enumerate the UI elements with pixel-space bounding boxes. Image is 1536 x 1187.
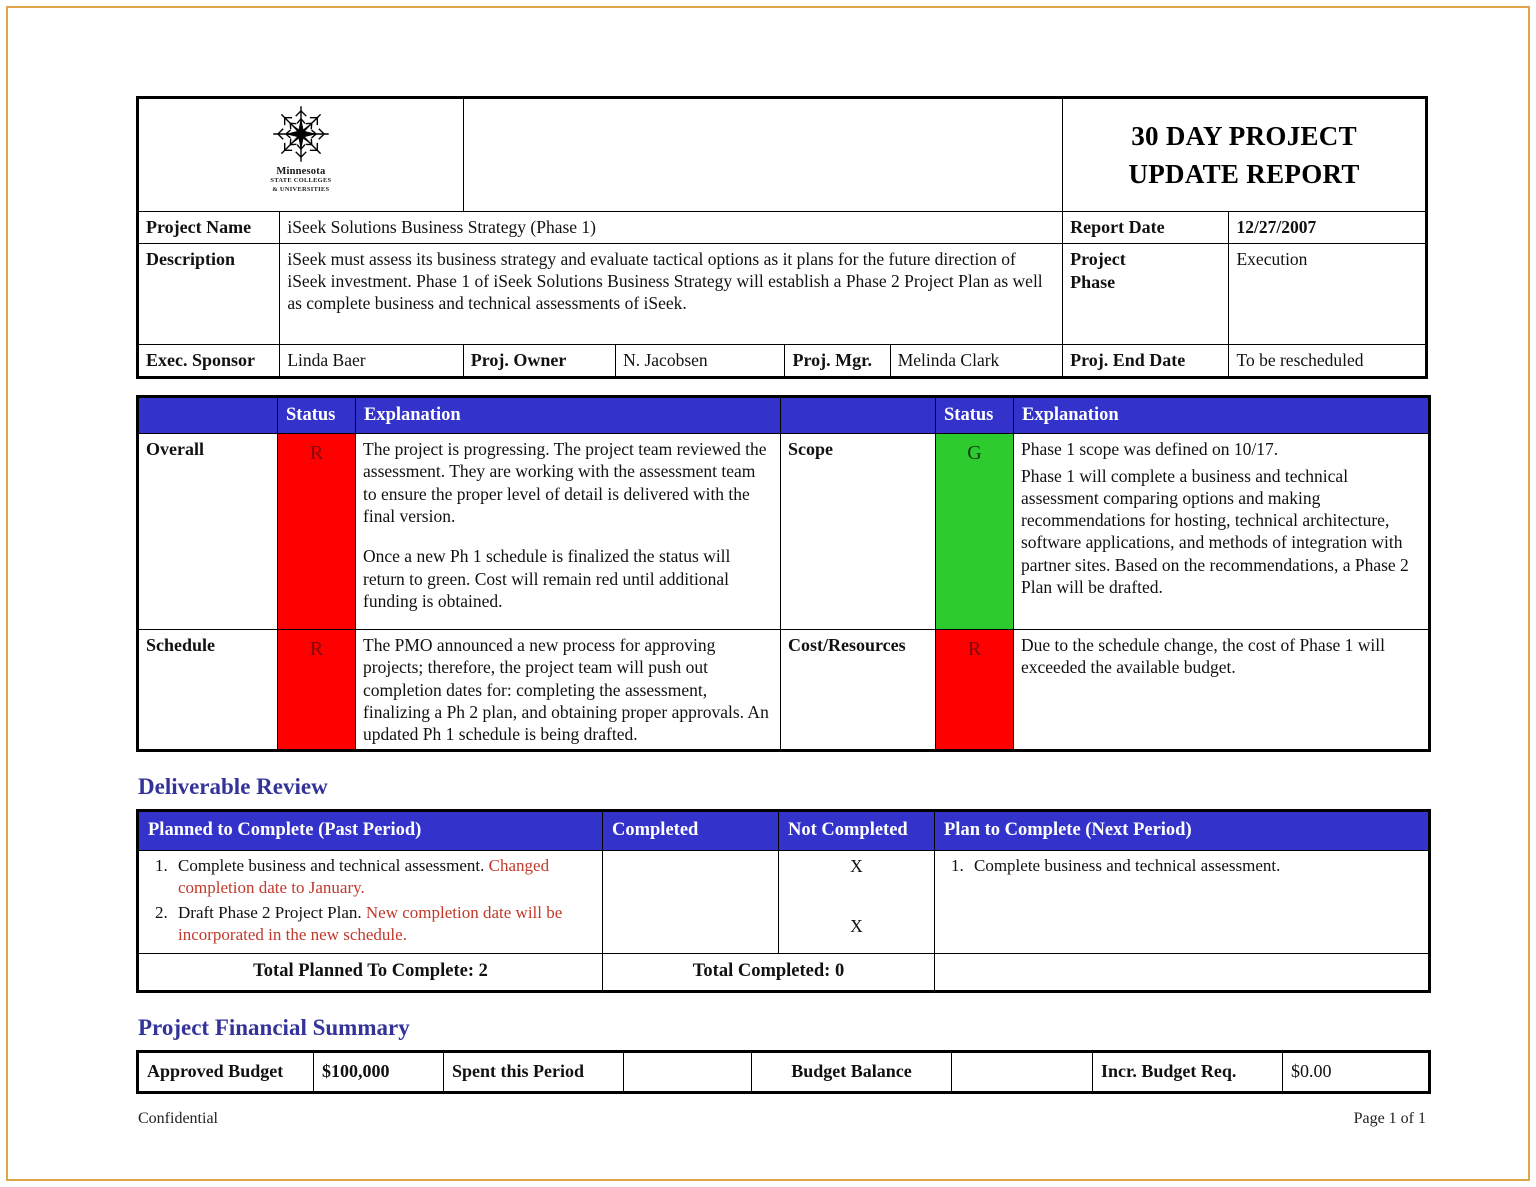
approved-budget-label: Approved Budget bbox=[138, 1051, 314, 1092]
planned-item-2-text: Draft Phase 2 Project Plan. bbox=[178, 902, 366, 922]
report-sheet bbox=[136, 96, 1428, 1128]
footer-page-number: Page 1 of 1 bbox=[1353, 1109, 1426, 1127]
list-item bbox=[968, 855, 1421, 877]
page-frame bbox=[6, 6, 1530, 1181]
next-item-1: Complete business and technical assessment. bbox=[974, 855, 1281, 875]
proj-mgr-label: Proj. Mgr. bbox=[785, 344, 890, 377]
status-badge-scope: G bbox=[936, 434, 1014, 630]
status-explanation-scope bbox=[1014, 434, 1430, 630]
logo bbox=[258, 103, 344, 194]
completed-mark-2 bbox=[610, 915, 771, 937]
report-date-value: 12/27/2007 bbox=[1229, 212, 1427, 244]
deliverable-planned-cell bbox=[138, 850, 603, 953]
total-planned-to-complete: Total Planned To Complete: 2 bbox=[138, 954, 603, 991]
status-category-schedule: Schedule bbox=[138, 630, 278, 751]
status-col-blank-left bbox=[138, 396, 278, 433]
deliverable-review-heading: Deliverable Review bbox=[138, 774, 328, 800]
proj-mgr-value: Melinda Clark bbox=[890, 344, 1062, 377]
status-badge-cost-resources: R bbox=[936, 630, 1014, 751]
planned-item-2-note: New completion date will be incorporated in the new schedule. bbox=[178, 902, 563, 945]
approved-budget-value: $100,000 bbox=[314, 1051, 444, 1092]
not-completed-mark-2: X bbox=[850, 915, 863, 936]
deliverable-col-completed: Completed bbox=[603, 811, 779, 850]
status-explanation-cost-resources bbox=[1014, 630, 1430, 751]
planned-item-1-note: Changed completion date to January. bbox=[178, 855, 550, 897]
deliverable-header-row bbox=[138, 811, 1430, 850]
proj-owner-label: Proj. Owner bbox=[463, 344, 615, 377]
status-explanation-overall-p1: The project is progressing. The project team reviewed the assessment. They are working with the assessment team to ensure the proper level of detail is delivered with the final version. bbox=[363, 439, 767, 526]
completed-mark-1 bbox=[610, 855, 771, 877]
logo-name: Minnesota bbox=[276, 166, 326, 177]
report-date-label: Report Date bbox=[1063, 212, 1229, 244]
report-title-line-2: UPDATE REPORT bbox=[1128, 159, 1360, 189]
logo-subline-2: & UNIVERSITIES bbox=[272, 185, 330, 193]
header-spacer-cell bbox=[463, 98, 1062, 212]
table-row bbox=[138, 630, 1430, 751]
total-next-blank bbox=[935, 954, 1430, 991]
status-explanation-overall-p2: Once a new Ph 1 schedule is finalized the status will return to green. Cost will remain red until additional funding is obtained. bbox=[363, 546, 731, 611]
deliverable-next-list bbox=[942, 855, 1421, 877]
status-table-header-row bbox=[138, 396, 1430, 433]
status-col-explanation-left: Explanation bbox=[356, 396, 781, 433]
status-table bbox=[136, 395, 1431, 753]
financial-summary-heading: Project Financial Summary bbox=[138, 1014, 410, 1040]
report-title-cell bbox=[1063, 98, 1427, 212]
status-explanation-scope-p2: Phase 1 will complete a business and technical assessment comparing options and making recommendations for hosting, technical architecture, software applications, and methods of integration with partner sites. Based on the recommendations, a Phase 2 Plan will be drafted. bbox=[1021, 465, 1409, 597]
status-badge-schedule: R bbox=[278, 630, 356, 751]
project-phase-label: Project Phase bbox=[1063, 243, 1229, 344]
table-row bbox=[138, 1051, 1430, 1092]
financial-summary-table bbox=[136, 1050, 1431, 1094]
status-col-status-right: Status bbox=[936, 396, 1014, 433]
project-phase-value: Execution bbox=[1229, 243, 1427, 344]
project-name-label: Project Name bbox=[138, 212, 280, 244]
exec-sponsor-label: Exec. Sponsor bbox=[138, 344, 280, 377]
deliverable-completed-cell bbox=[603, 850, 779, 953]
deliverable-review-table bbox=[136, 809, 1431, 992]
status-badge-overall: R bbox=[278, 434, 356, 630]
status-col-explanation-right: Explanation bbox=[1014, 396, 1430, 433]
spent-this-period-value bbox=[624, 1051, 752, 1092]
deliverable-col-next: Plan to Complete (Next Period) bbox=[935, 811, 1430, 850]
document-footer bbox=[136, 1110, 1428, 1128]
proj-end-date-label: Proj. End Date bbox=[1063, 344, 1229, 377]
description-label: Description bbox=[138, 243, 280, 344]
exec-sponsor-value: Linda Baer bbox=[280, 344, 463, 377]
table-row bbox=[138, 850, 1430, 953]
spent-this-period-label: Spent this Period bbox=[444, 1051, 624, 1092]
list-item bbox=[172, 855, 595, 899]
status-col-blank-right bbox=[781, 396, 936, 433]
status-category-overall: Overall bbox=[138, 434, 278, 630]
budget-balance-label: Budget Balance bbox=[752, 1051, 952, 1092]
status-explanation-schedule-p1: The PMO announced a new process for approving projects; therefore, the project team will push out completion dates for: completing the assessment, finalizing a Ph 2 plan, and obtaining proper approvals. An updated Ph 1 schedule is being drafted. bbox=[363, 635, 769, 745]
status-explanation-scope-p1: Phase 1 scope was defined on 10/17. bbox=[1021, 439, 1279, 460]
proj-owner-value: N. Jacobsen bbox=[616, 344, 785, 377]
deliverable-totals-row bbox=[138, 954, 1430, 991]
report-title-line-1: 30 DAY PROJECT bbox=[1131, 120, 1357, 151]
incr-budget-req-label: Incr. Budget Req. bbox=[1093, 1051, 1283, 1092]
footer-confidential: Confidential bbox=[138, 1109, 218, 1127]
status-explanation-schedule bbox=[356, 630, 781, 751]
snowflake-star-icon bbox=[268, 103, 334, 165]
institution-logo-cell bbox=[138, 98, 464, 212]
logo-subline-1: STATE COLLEGES bbox=[270, 177, 332, 185]
total-completed: Total Completed: 0 bbox=[603, 954, 935, 991]
status-explanation-cost-resources-p1: Due to the schedule change, the cost of Phase 1 will exceeded the available budget. bbox=[1021, 635, 1385, 678]
deliverable-col-planned: Planned to Complete (Past Period) bbox=[138, 811, 603, 850]
list-item bbox=[172, 902, 595, 946]
budget-balance-value bbox=[952, 1051, 1093, 1092]
report-header-table bbox=[136, 96, 1428, 379]
status-category-scope: Scope bbox=[781, 434, 936, 630]
deliverable-col-not-completed: Not Completed bbox=[779, 811, 935, 850]
status-category-cost-resources: Cost/Resources bbox=[781, 630, 936, 751]
deliverable-planned-list bbox=[146, 855, 595, 946]
status-explanation-overall bbox=[356, 434, 781, 630]
not-completed-mark-1: X bbox=[850, 855, 863, 876]
deliverable-not-completed-cell bbox=[779, 850, 935, 953]
deliverable-next-cell bbox=[935, 850, 1430, 953]
proj-end-date-value: To be rescheduled bbox=[1229, 344, 1427, 377]
project-name-value: iSeek Solutions Business Strategy (Phase 1) bbox=[280, 212, 1063, 244]
status-col-status-left: Status bbox=[278, 396, 356, 433]
incr-budget-req-value: $0.00 bbox=[1283, 1051, 1430, 1092]
description-value: iSeek must assess its business strategy and evaluate tactical options as it plans for the future direction of iSeek investment. Phase 1 of iSeek Solutions Business Strategy will establish a Phase 2 Project Plan as well as complete business and technical assessments of iSeek. bbox=[280, 243, 1063, 344]
table-row bbox=[138, 434, 1430, 630]
planned-item-1-text: Complete business and technical assessment. bbox=[178, 855, 489, 875]
